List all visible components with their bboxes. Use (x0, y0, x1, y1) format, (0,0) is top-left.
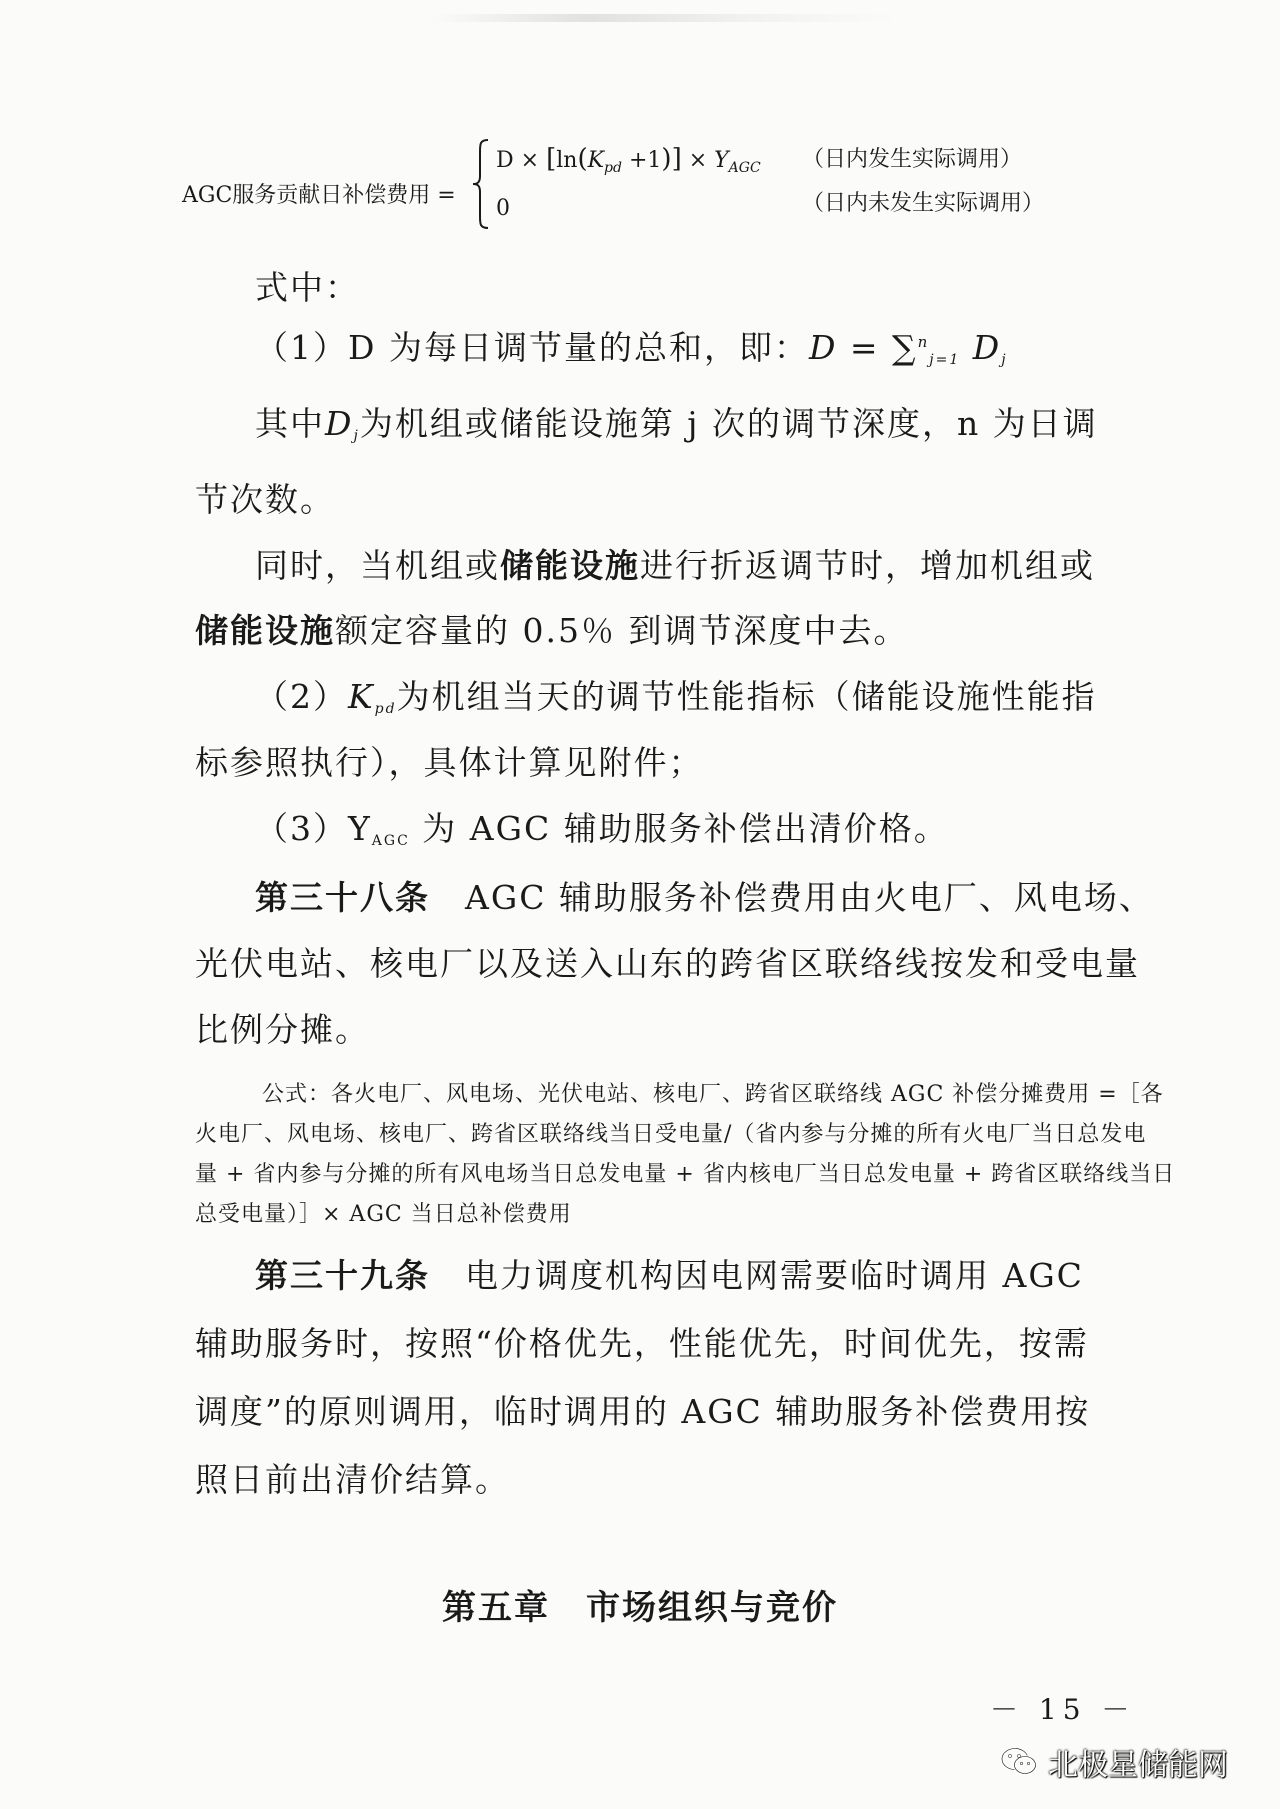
article-38-line-2: 光伏电站、核电厂以及送入山东的跨省区联络线按发和受电量 (195, 944, 1140, 983)
wechat-icon (1000, 1746, 1038, 1778)
qizhong-line-1 (255, 398, 1155, 445)
var-dj-subscript: j (1001, 352, 1008, 368)
y-agc-subscript: AGC (371, 833, 410, 849)
article-39-label: 第三十九条 (255, 1256, 430, 1295)
qizhong-text: 为机组或储能设施第 j 次的调节深度，n 为日调 (359, 404, 1098, 443)
left-brace (470, 138, 492, 230)
page-number: － 15 － (990, 1693, 1136, 1726)
article-38-text: AGC 辅助服务补偿费用由火电厂、风电场、 (430, 878, 1154, 917)
watermark-text: 北极星储能网 (1048, 1748, 1228, 1783)
apportion-formula-line-1: 公式：各火电厂、风电场、光伏电站、核电厂、跨省区联络线 AGC 补偿分摊费用 =［各 (262, 1082, 1164, 1107)
var-y-subscript: AGC (728, 160, 761, 176)
qizhong-line-2: 节次数。 (195, 480, 335, 519)
chapter-heading: 第五章 市场组织与竞价 (442, 1588, 838, 1628)
left-paren: ( (577, 144, 588, 174)
item-1-text: （1）D 为每日调节量的总和，即： (255, 328, 809, 367)
sum-sign: = ∑ (837, 328, 918, 367)
item-2-line-2: 标参照执行），具体计算见附件； (195, 743, 704, 782)
item-2-number: （2） (255, 677, 348, 716)
article-39-line-3: 调度”的原则调用，临时调用的 AGC 辅助服务补偿费用按 (195, 1392, 1091, 1431)
right-bracket: ] (671, 144, 682, 174)
var-k-subscript: pd (374, 701, 397, 717)
agc-compensation-formula (182, 138, 1082, 238)
item-3-line (255, 803, 1155, 850)
apportion-formula-line-3: 量 + 省内参与分摊的所有风电场当日总发电量 + 省内核电厂当日总发电量 + 跨省区联络线当日 (195, 1162, 1176, 1187)
var-k: K (348, 677, 375, 716)
var-d: D (808, 328, 838, 367)
sum-lower: j=1 (929, 352, 961, 368)
item-2-line-1 (255, 671, 1155, 718)
var-d: D (325, 404, 354, 443)
var-d: D (496, 148, 514, 173)
formula-lhs: AGC服务贡献日补偿费用 = (182, 183, 456, 208)
article-38-line-3: 比例分摊。 (195, 1010, 370, 1049)
right-paren: ) (661, 144, 672, 174)
left-bracket: [ (546, 144, 557, 174)
formula-condition-2: （日内未发生实际调用） (802, 191, 1045, 216)
article-39-line-2: 辅助服务时，按照“价格优先，性能优先，时间优先，按需 (195, 1324, 1089, 1363)
tongshi-line-2 (195, 605, 1095, 652)
times-sign: × (681, 148, 715, 173)
qizhong-prefix: 其中 (255, 404, 325, 443)
item-2-text: 为机组当天的调节性能指标（储能设施性能指 (396, 677, 1097, 716)
watermark (1000, 1742, 1228, 1782)
apportion-formula-line-4: 总受电量）］× AGC 当日总补偿费用 (195, 1202, 572, 1227)
tongshi-prefix: 同时，当机组或 (255, 546, 500, 585)
formula-case1 (496, 144, 761, 176)
shizhong-heading: 式中： (255, 268, 360, 307)
apportion-formula-line-2: 火电厂、风电场、核电厂、跨省区联络线当日受电量/（省内参与分摊的所有火电厂当日总发电 (195, 1122, 1147, 1147)
article-39-line-4: 照日前出清价结算。 (195, 1460, 510, 1499)
item-3-text: 为 AGC 辅助服务补偿出清价格。 (409, 809, 949, 848)
item-3-prefix: （3）Y (255, 809, 372, 848)
article-39-line-1 (255, 1250, 1155, 1297)
var-y: Y (714, 148, 729, 173)
formula-condition-1: （日内发生实际调用） (802, 147, 1023, 172)
times-sign: × (513, 148, 547, 173)
ln-function: ln (556, 148, 578, 173)
storage-facility-bold: 储能设施 (500, 546, 640, 585)
tongshi-text: 进行折返调节时，增加机组或 (640, 546, 1095, 585)
item-1-line (255, 322, 1155, 369)
var-dj: D (960, 328, 1002, 367)
var-k-subscript: pd (604, 160, 622, 176)
plus-one: +1 (621, 148, 662, 173)
article-39-text: 电力调度机构因电网需要临时调用 AGC (430, 1256, 1084, 1295)
article-38-line-1 (255, 872, 1155, 919)
tongshi-text: 额定容量的 0.5％ 到调节深度中去。 (335, 611, 909, 650)
sum-upper: n (917, 333, 930, 351)
tongshi-line-1 (255, 540, 1155, 587)
var-d-subscript: j (353, 428, 360, 444)
formula-case2: 0 (496, 196, 510, 221)
var-k: K (587, 148, 605, 173)
article-38-label: 第三十八条 (255, 878, 430, 917)
storage-facility-bold: 储能设施 (195, 611, 335, 650)
scan-artifact (430, 14, 900, 22)
